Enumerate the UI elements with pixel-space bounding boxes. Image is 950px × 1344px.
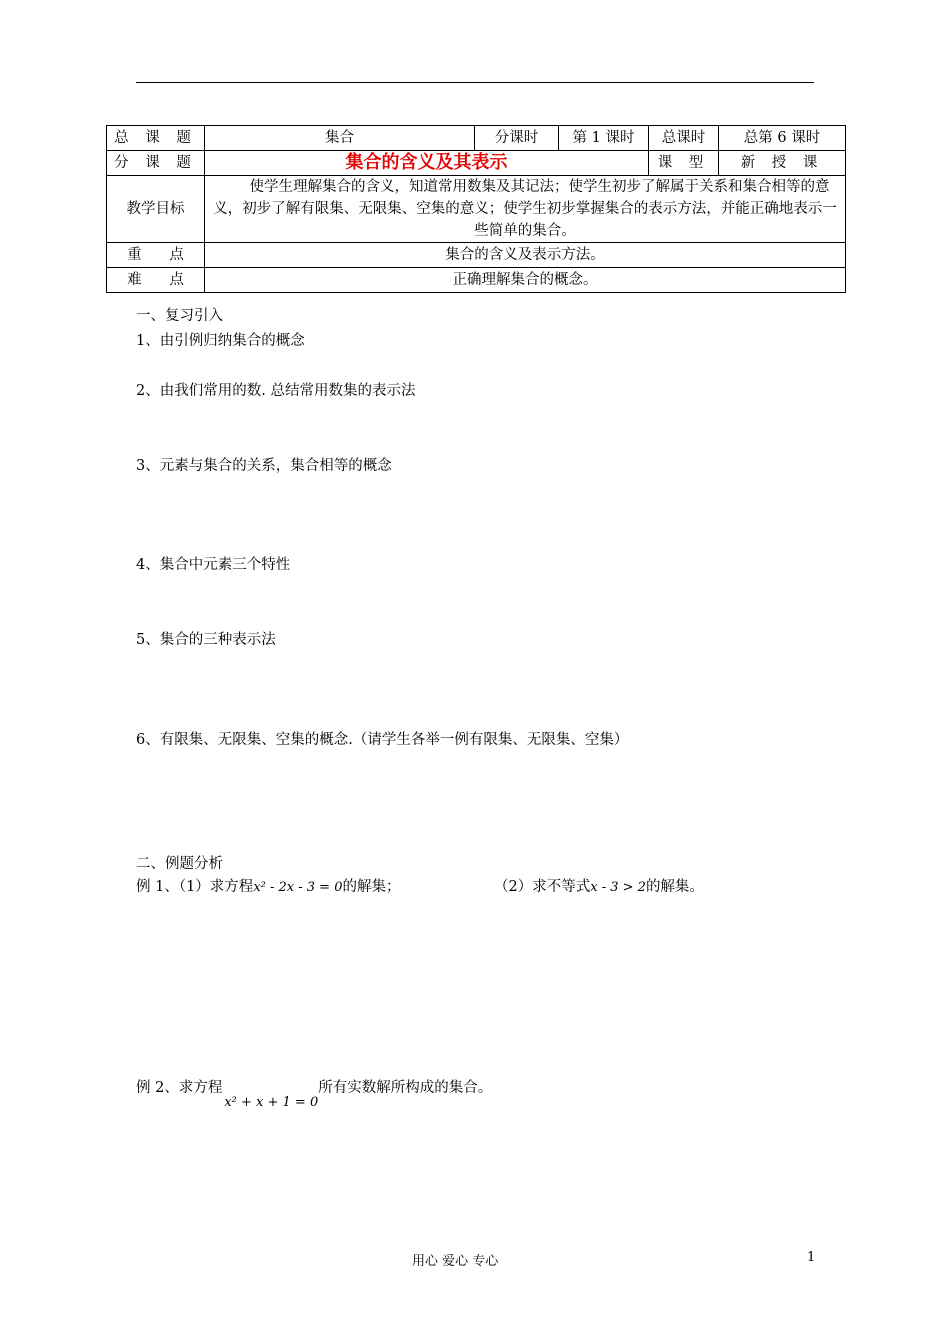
list-item: 4、集合中元素三个特性: [136, 557, 291, 573]
example-1-part-1: [136, 877, 400, 898]
cell-type: 新 授 课: [719, 151, 846, 176]
lesson-info-table: [106, 125, 846, 293]
cell-difficulty: 正确理解集合的概念。: [205, 268, 846, 293]
table-row: [107, 243, 846, 268]
cell-key-point-label: 重 点: [107, 243, 205, 268]
cell-goals: 使学生理解集合的含义，知道常用数集及其记法；使学生初步了解属于关系和集合相等的意义，初步了解有限集、无限集、空集的意义；使学生初步掌握集合的表示方法，并能正确地表示一些简单的集合。: [205, 176, 846, 243]
ex1-part1-prefix: 例 1、（1）求方程: [136, 879, 254, 895]
ex2-suffix: 所有实数解所构成的集合。: [318, 1080, 493, 1096]
table-row: [107, 176, 846, 243]
ex1-part1-suffix: 的解集；: [342, 879, 401, 895]
cell-difficulty-label: 难 点: [107, 268, 205, 293]
ex1-part2-suffix: 的解集。: [645, 879, 704, 895]
ex1-part2-prefix: （2）求不等式: [494, 879, 591, 895]
cell-total-period-label: 总课时: [649, 126, 719, 151]
cell-total-period: 总第 6 课时: [719, 126, 846, 151]
cell-goals-label: 教学目标: [107, 176, 205, 243]
cell-period: 第 1 课时: [559, 126, 649, 151]
list-item: 2、由我们常用的数. 总结常用数集的表示法: [136, 383, 416, 399]
cell-main-topic: 集合: [205, 126, 475, 151]
table-row: [107, 126, 846, 151]
cell-sub-topic-label: 分 课 题: [107, 151, 205, 176]
table-row: [107, 268, 846, 293]
example-2: [136, 1078, 493, 1110]
cell-type-label: 课 型: [649, 151, 719, 176]
section-heading-examples: 二、例题分析: [136, 856, 223, 872]
ex2-equation: x² + x + 1 = 0: [224, 1095, 319, 1110]
list-item: 3、元素与集合的关系，集合相等的概念: [136, 458, 392, 474]
list-item: 6、有限集、无限集、空集的概念.（请学生各举一例有限集、无限集、空集）: [136, 732, 629, 748]
list-item: 5、集合的三种表示法: [136, 632, 276, 648]
example-1-part-2: [494, 877, 704, 898]
list-item: 1、由引例归纳集合的概念: [136, 333, 305, 349]
cell-key-point: 集合的含义及表示方法。: [205, 243, 846, 268]
ex1-inequality: x - 3 > 2: [590, 880, 646, 895]
cell-main-topic-label: 总 课 题: [107, 126, 205, 151]
header-rule: [136, 82, 814, 83]
section-heading-review: 一、复习引入: [136, 308, 223, 324]
lesson-title: 集合的含义及其表示: [205, 151, 649, 176]
cell-period-label: 分课时: [475, 126, 559, 151]
footer-motto: 用心 爱心 专心: [412, 1254, 499, 1269]
page-number: 1: [807, 1250, 816, 1265]
ex1-equation: x² - 2x - 3 = 0: [253, 880, 343, 895]
ex2-prefix: 例 2、求方程: [136, 1080, 223, 1096]
table-row: [107, 151, 846, 176]
